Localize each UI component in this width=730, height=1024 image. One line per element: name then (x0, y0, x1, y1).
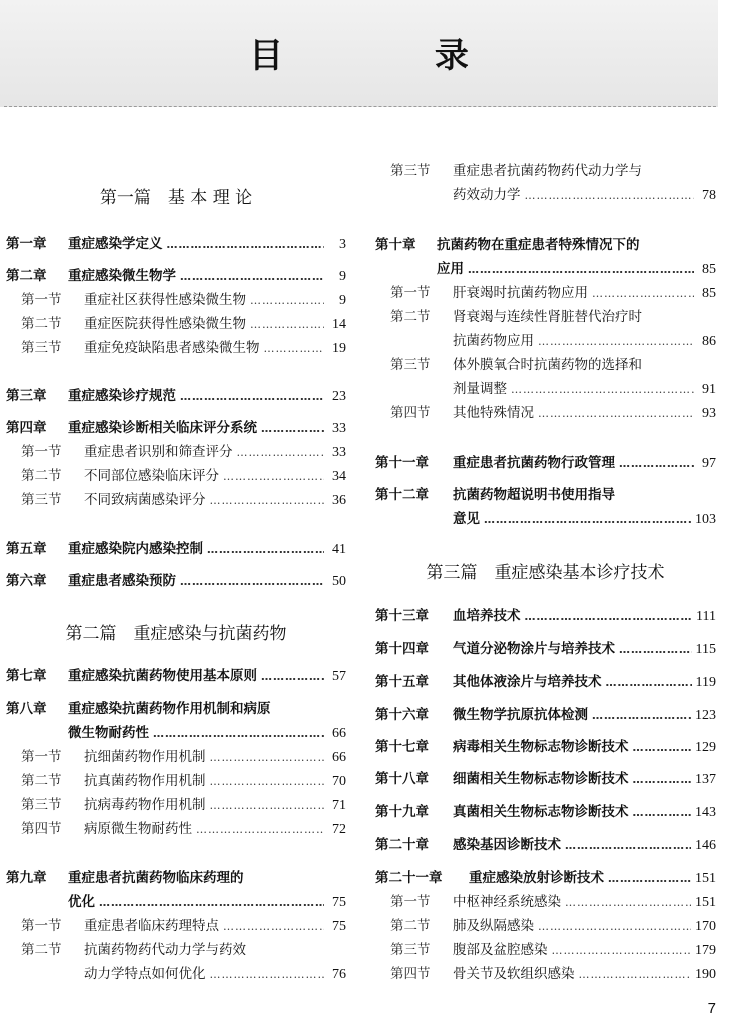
page-ref: 3 (339, 237, 346, 252)
page-ref: 86 (702, 334, 716, 349)
page-ref: 129 (695, 740, 716, 755)
chapter-title: 优化 (68, 894, 95, 910)
toc-entry[interactable] (375, 402, 716, 424)
chapter-label: 第十七章 (375, 739, 429, 755)
toc-entry-continued[interactable] (375, 330, 716, 352)
section-title: 抗真菌药物作用机制 (84, 773, 206, 789)
page-ref: 151 (695, 895, 716, 910)
section-label: 第三节 (21, 340, 62, 356)
section-label: 第一节 (21, 749, 62, 765)
toc-entry-continued[interactable] (375, 184, 716, 206)
toc-entry[interactable] (375, 867, 716, 889)
section-label: 第四节 (21, 821, 62, 837)
dot-leader (633, 769, 692, 791)
section-label: 第一节 (21, 444, 62, 460)
dot-leader (633, 737, 692, 759)
dot-leader (223, 916, 324, 938)
section-label: 第一节 (390, 285, 431, 301)
page-ref: 115 (695, 642, 716, 657)
section-title: 重症免疫缺陷患者感染微生物 (84, 340, 260, 356)
chapter-title: 重症患者感染预防 (68, 573, 176, 589)
chapter-title: 抗菌药物在重症患者特殊情况下的 (437, 237, 640, 253)
section-label: 第三节 (390, 942, 431, 958)
page-ref: 50 (332, 574, 346, 589)
part-heading: 第一篇 基 本 理 论 (99, 188, 253, 208)
chapter-label: 第十四章 (375, 641, 429, 657)
toc-entry[interactable] (6, 441, 346, 463)
toc-entry[interactable] (6, 939, 346, 961)
dot-leader (565, 835, 691, 857)
chapter-label: 第九章 (6, 870, 47, 886)
section-title: 重症患者临床药理特点 (84, 918, 219, 934)
toc-entry[interactable] (6, 570, 346, 592)
section-label: 第三节 (390, 163, 431, 179)
dot-leader (592, 283, 694, 305)
chapter-title: 重症感染学定义 (68, 236, 163, 252)
dot-leader (525, 606, 693, 628)
section-label: 第二节 (21, 316, 62, 332)
chapter-title: 意见 (453, 511, 480, 527)
chapter-title: 微生物学抗原抗体检测 (453, 707, 588, 723)
toc-entry-continued[interactable] (6, 891, 346, 913)
section-label: 第一节 (390, 894, 431, 910)
toc-entry[interactable] (6, 289, 346, 311)
section-title: 不同致病菌感染评分 (84, 492, 206, 508)
dot-leader (592, 705, 691, 727)
dot-leader (538, 331, 694, 353)
toc-entry[interactable] (375, 638, 716, 660)
chapter-label: 第十六章 (375, 707, 429, 723)
section-title: 病原微生物耐药性 (84, 821, 192, 837)
chapter-label: 第十章 (375, 237, 416, 253)
dot-leader (538, 403, 694, 425)
toc-entry[interactable] (375, 891, 716, 913)
chapter-title: 重症感染诊疗规范 (68, 388, 176, 404)
dot-leader (210, 795, 325, 817)
section-title: 重症医院获得性感染微生物 (84, 316, 246, 332)
page-ref: 33 (332, 445, 346, 460)
chapter-title: 重症感染诊断相关临床评分系统 (68, 420, 257, 436)
section-title: 重症社区获得性感染微生物 (84, 292, 246, 308)
chapter-title: 微生物耐药性 (68, 725, 149, 741)
section-title: 骨关节及软组织感染 (453, 966, 575, 982)
chapter-label: 第八章 (6, 701, 47, 717)
dot-leader (210, 490, 325, 512)
dot-leader (619, 453, 694, 475)
dot-leader (511, 379, 694, 401)
dot-leader (210, 964, 325, 986)
section-title: 重症患者识别和筛查评分 (84, 444, 233, 460)
dot-leader (538, 916, 691, 938)
page-ref: 76 (332, 967, 346, 982)
toc-entry[interactable] (375, 484, 716, 506)
toc-entry[interactable] (6, 746, 346, 768)
toc-entry[interactable] (375, 234, 716, 256)
toc-entry[interactable] (6, 489, 346, 511)
page-ref: 71 (332, 798, 346, 813)
chapter-title: 重症感染放射诊断技术 (469, 870, 604, 886)
section-title: 抗病毒药物作用机制 (84, 797, 206, 813)
dot-leader (525, 185, 695, 207)
section-label: 第一节 (21, 918, 62, 934)
page-ref: 23 (332, 389, 346, 404)
page-ref: 41 (332, 542, 346, 557)
page-ref: 97 (702, 456, 716, 471)
page-ref: 91 (702, 382, 716, 397)
dot-leader (264, 338, 325, 360)
page-number: 7 (707, 1000, 716, 1017)
dot-leader (196, 819, 324, 841)
toc-entry[interactable] (6, 465, 346, 487)
page-ref: 179 (695, 943, 716, 958)
chapter-title: 重症感染抗菌药物作用机制和病原 (68, 701, 271, 717)
toc-entry[interactable] (6, 417, 346, 439)
section-label: 第一节 (21, 292, 62, 308)
toc-entry[interactable] (375, 704, 716, 726)
section-title: 抗菌药物药代动力学与药效 (84, 942, 246, 958)
page-ref: 9 (339, 269, 346, 284)
page-ref: 78 (702, 188, 716, 203)
toc-entry[interactable] (375, 768, 716, 790)
section-title: 腹部及盆腔感染 (453, 942, 548, 958)
page-ref: 9 (339, 293, 346, 308)
dot-leader (261, 666, 324, 688)
toc-entry-continued[interactable] (6, 963, 346, 985)
toc-entry[interactable] (375, 915, 716, 937)
section-title: 中枢神经系统感染 (453, 894, 561, 910)
toc-entry-continued[interactable] (375, 258, 716, 280)
page-ref: 75 (332, 919, 346, 934)
toc-entry[interactable] (375, 963, 716, 985)
page-title: 目 录 (249, 36, 539, 76)
chapter-title: 其他体液涂片与培养技术 (453, 674, 602, 690)
toc-entry[interactable] (375, 801, 716, 823)
dot-leader (579, 964, 692, 986)
dot-leader (167, 234, 325, 256)
part-heading: 第三篇 重症感染基本诊疗技术 (426, 563, 665, 583)
chapter-label: 第五章 (6, 541, 47, 557)
chapter-title: 血培养技术 (453, 608, 521, 624)
page-ref: 66 (332, 750, 346, 765)
chapter-title: 重症患者抗菌药物临床药理的 (68, 870, 244, 886)
toc-entry[interactable] (6, 337, 346, 359)
section-title: 体外膜氧合时抗菌药物的选择和 (453, 357, 642, 373)
toc-entry[interactable] (6, 818, 346, 840)
dot-leader (261, 418, 324, 440)
page-ref: 57 (332, 669, 346, 684)
section-title: 剂量调整 (453, 381, 507, 397)
chapter-label: 第三章 (6, 388, 47, 404)
dot-leader (180, 571, 324, 593)
toc-entry-continued[interactable] (375, 508, 716, 530)
chapter-title: 气道分泌物涂片与培养技术 (453, 641, 615, 657)
chapter-title: 应用 (437, 261, 464, 277)
chapter-title: 重症感染微生物学 (68, 268, 176, 284)
section-label: 第四节 (390, 966, 431, 982)
chapter-label: 第二章 (6, 268, 47, 284)
chapter-label: 第一章 (6, 236, 47, 252)
dot-leader (237, 442, 325, 464)
dot-leader (153, 723, 324, 745)
section-label: 第二节 (21, 942, 62, 958)
dot-leader (250, 290, 324, 312)
toc-entry[interactable] (375, 736, 716, 758)
dot-leader (223, 466, 324, 488)
toc-entry[interactable] (375, 282, 716, 304)
chapter-label: 第十一章 (375, 455, 429, 471)
toc-entry[interactable] (375, 354, 716, 376)
dot-leader (180, 266, 324, 288)
page-ref: 146 (695, 838, 716, 853)
dot-leader (606, 672, 692, 694)
section-label: 第三节 (21, 492, 62, 508)
page-ref: 103 (695, 512, 716, 527)
toc-entry[interactable] (6, 698, 346, 720)
dot-leader (633, 802, 692, 824)
dot-leader (608, 868, 691, 890)
chapter-label: 第十八章 (375, 771, 429, 787)
chapter-title: 感染基因诊断技术 (453, 837, 561, 853)
section-title: 其他特殊情况 (453, 405, 534, 421)
toc-entry[interactable] (6, 538, 346, 560)
chapter-label: 第十三章 (375, 608, 429, 624)
page-ref: 75 (332, 895, 346, 910)
page-ref: 111 (696, 609, 716, 624)
page-ref: 66 (332, 726, 346, 741)
toc-entry[interactable] (6, 665, 346, 687)
page-ref: 33 (332, 421, 346, 436)
dot-leader (180, 386, 324, 408)
page-ref: 93 (702, 406, 716, 421)
section-title: 抗细菌药物作用机制 (84, 749, 206, 765)
section-title: 肺及纵隔感染 (453, 918, 534, 934)
section-label: 第二节 (390, 918, 431, 934)
section-title: 肝衰竭时抗菌药物应用 (453, 285, 588, 301)
page-ref: 123 (695, 708, 716, 723)
page-ref: 119 (695, 675, 716, 690)
chapter-title: 重症患者抗菌药物行政管理 (453, 455, 615, 471)
chapter-title: 抗菌药物超说明书使用指导 (453, 487, 615, 503)
toc-entry-continued[interactable] (6, 722, 346, 744)
section-title: 重症患者抗菌药物药代动力学与 (453, 163, 642, 179)
section-label: 第四节 (390, 405, 431, 421)
toc-entry[interactable] (375, 834, 716, 856)
toc-entry[interactable] (375, 306, 716, 328)
dot-leader (565, 892, 691, 914)
page-ref: 72 (332, 822, 346, 837)
page-ref: 170 (695, 919, 716, 934)
page-ref: 14 (332, 317, 346, 332)
page-ref: 143 (695, 805, 716, 820)
chapter-title: 病毒相关生物标志物诊断技术 (453, 739, 629, 755)
dot-leader (468, 259, 694, 281)
dot-leader (484, 509, 691, 531)
chapter-title: 细菌相关生物标志物诊断技术 (453, 771, 629, 787)
chapter-label: 第十九章 (375, 804, 429, 820)
chapter-label: 第四章 (6, 420, 47, 436)
toc-entry[interactable] (6, 770, 346, 792)
part-heading: 第二篇 重症感染与抗菌药物 (65, 624, 287, 644)
toc-entry[interactable] (6, 385, 346, 407)
dot-leader (250, 314, 324, 336)
dot-leader (210, 771, 325, 793)
chapter-title: 真菌相关生物标志物诊断技术 (453, 804, 629, 820)
toc-entry[interactable] (375, 452, 716, 474)
section-label: 第三节 (390, 357, 431, 373)
page-ref: 137 (695, 772, 716, 787)
header-divider (4, 106, 716, 107)
page-ref: 36 (332, 493, 346, 508)
toc-entry[interactable] (6, 915, 346, 937)
dot-leader (552, 940, 692, 962)
toc-entry[interactable] (375, 671, 716, 693)
section-title: 抗菌药物应用 (453, 333, 534, 349)
toc-entry[interactable] (375, 605, 716, 627)
page-ref: 19 (332, 341, 346, 356)
toc-entry[interactable] (6, 794, 346, 816)
toc-entry[interactable] (6, 867, 346, 889)
page-ref: 190 (695, 967, 716, 982)
chapter-label: 第六章 (6, 573, 47, 589)
dot-leader (210, 747, 325, 769)
section-title: 不同部位感染临床评分 (84, 468, 219, 484)
dot-leader (207, 539, 324, 561)
chapter-label: 第二十一章 (375, 870, 443, 886)
section-label: 第二节 (390, 309, 431, 325)
chapter-label: 第七章 (6, 668, 47, 684)
section-label: 第二节 (21, 773, 62, 789)
page-ref: 34 (332, 469, 346, 484)
chapter-label: 第二十章 (375, 837, 429, 853)
chapter-title: 重症感染院内感染控制 (68, 541, 203, 557)
chapter-label: 第十二章 (375, 487, 429, 503)
toc-entry[interactable] (6, 265, 346, 287)
toc-entry[interactable] (375, 939, 716, 961)
dot-leader (99, 892, 324, 914)
dot-leader (619, 639, 692, 661)
page-ref: 85 (702, 262, 716, 277)
section-label: 第三节 (21, 797, 62, 813)
section-label: 第二节 (21, 468, 62, 484)
page-ref: 70 (332, 774, 346, 789)
section-title: 肾衰竭与连续性肾脏替代治疗时 (453, 309, 642, 325)
section-title: 药效动力学 (453, 187, 521, 203)
page-header (0, 0, 718, 107)
toc-entry[interactable] (375, 160, 716, 182)
page-ref: 151 (695, 871, 716, 886)
page-ref: 85 (702, 286, 716, 301)
chapter-label: 第十五章 (375, 674, 429, 690)
toc-entry-continued[interactable] (375, 378, 716, 400)
toc-entry[interactable] (6, 233, 346, 255)
section-title: 动力学特点如何优化 (84, 966, 206, 982)
toc-entry[interactable] (6, 313, 346, 335)
chapter-title: 重症感染抗菌药物使用基本原则 (68, 668, 257, 684)
